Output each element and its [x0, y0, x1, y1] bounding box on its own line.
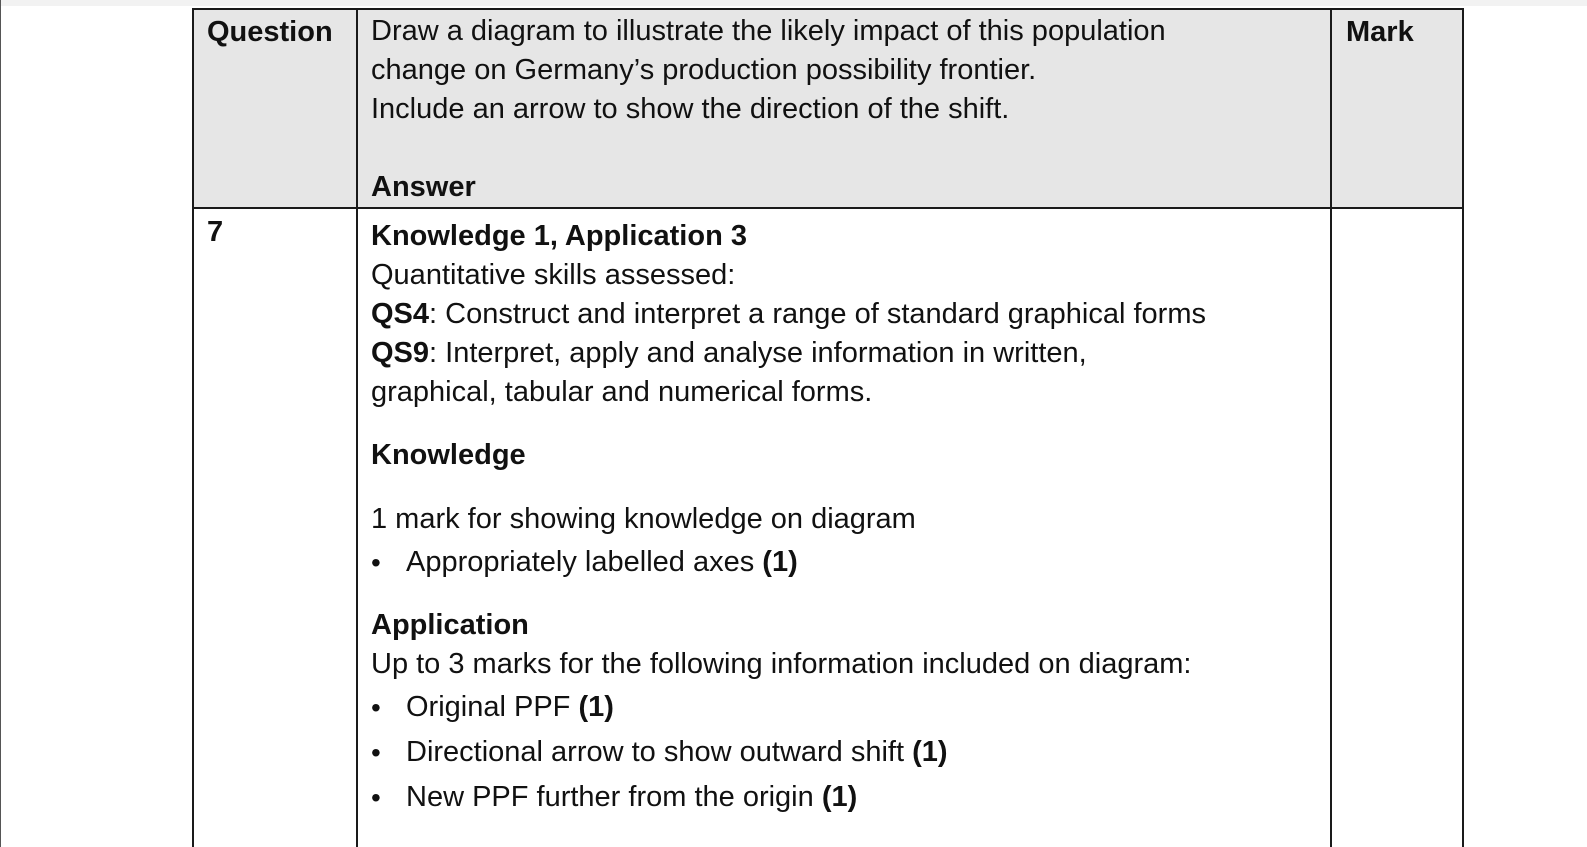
qs4-text: : Construct and interpret a range of standard graphical forms — [429, 298, 1206, 330]
knowledge-list — [371, 543, 1320, 582]
criterion-text: Directional arrow to show outward shift — [406, 736, 913, 768]
question-cell — [357, 9, 1331, 208]
criterion-text: Original PPF — [406, 691, 579, 723]
criterion-text: Appropriately labelled axes — [406, 546, 763, 578]
knowledge-intro: 1 mark for showing knowledge on diagram — [371, 503, 916, 535]
qs9-line-continued: graphical, tabular and numerical forms. — [371, 376, 873, 408]
question-text — [358, 10, 1330, 207]
qs4-code: QS4 — [371, 298, 430, 330]
criterion-mark: (1) — [578, 691, 614, 723]
mark-column-header — [1331, 9, 1463, 208]
question-line: change on Germany’s production possibility frontier. — [371, 54, 1037, 86]
mark-scheme-table — [192, 8, 1464, 847]
question-number: 7 — [207, 216, 224, 248]
list-item — [371, 688, 1320, 727]
application-heading: Application — [371, 609, 529, 641]
mark-cell — [1331, 208, 1463, 847]
application-intro: Up to 3 marks for the following information included on diagram: — [371, 648, 1192, 680]
page-left-edge — [0, 0, 1, 847]
mark-label: Mark — [1346, 16, 1414, 48]
criterion-mark: (1) — [912, 736, 948, 768]
qs9-line — [371, 334, 1320, 373]
answer-cell — [357, 208, 1331, 847]
question-column-header — [193, 9, 357, 208]
list-item — [371, 778, 1320, 817]
list-item — [371, 733, 1320, 772]
list-item — [371, 543, 1320, 582]
criterion-mark: (1) — [821, 781, 858, 813]
qs9-text: : Interpret, apply and analyse information in written, — [429, 337, 1087, 369]
criterion-mark: (1) — [762, 546, 798, 578]
answer-label: Answer — [371, 171, 476, 203]
knowledge-heading: Knowledge — [371, 439, 526, 471]
qs-intro: Quantitative skills assessed: — [371, 259, 736, 291]
question-label: Question — [207, 16, 333, 48]
question-number-cell — [193, 208, 357, 847]
application-list — [371, 688, 1320, 817]
answer-body — [358, 209, 1330, 817]
page-top-shade — [0, 0, 1587, 6]
criterion-text: New PPF further from the origin — [406, 781, 822, 813]
question-line: Draw a diagram to illustrate the likely impact of this population — [371, 15, 1166, 47]
question-line: Include an arrow to show the direction of the shift. — [371, 93, 1010, 125]
table-header-row — [193, 9, 1463, 208]
qs4-line — [371, 295, 1320, 334]
marks-breakdown-heading: Knowledge 1, Application 3 — [371, 220, 747, 252]
qs9-code: QS9 — [371, 337, 430, 369]
table-row — [193, 208, 1463, 847]
